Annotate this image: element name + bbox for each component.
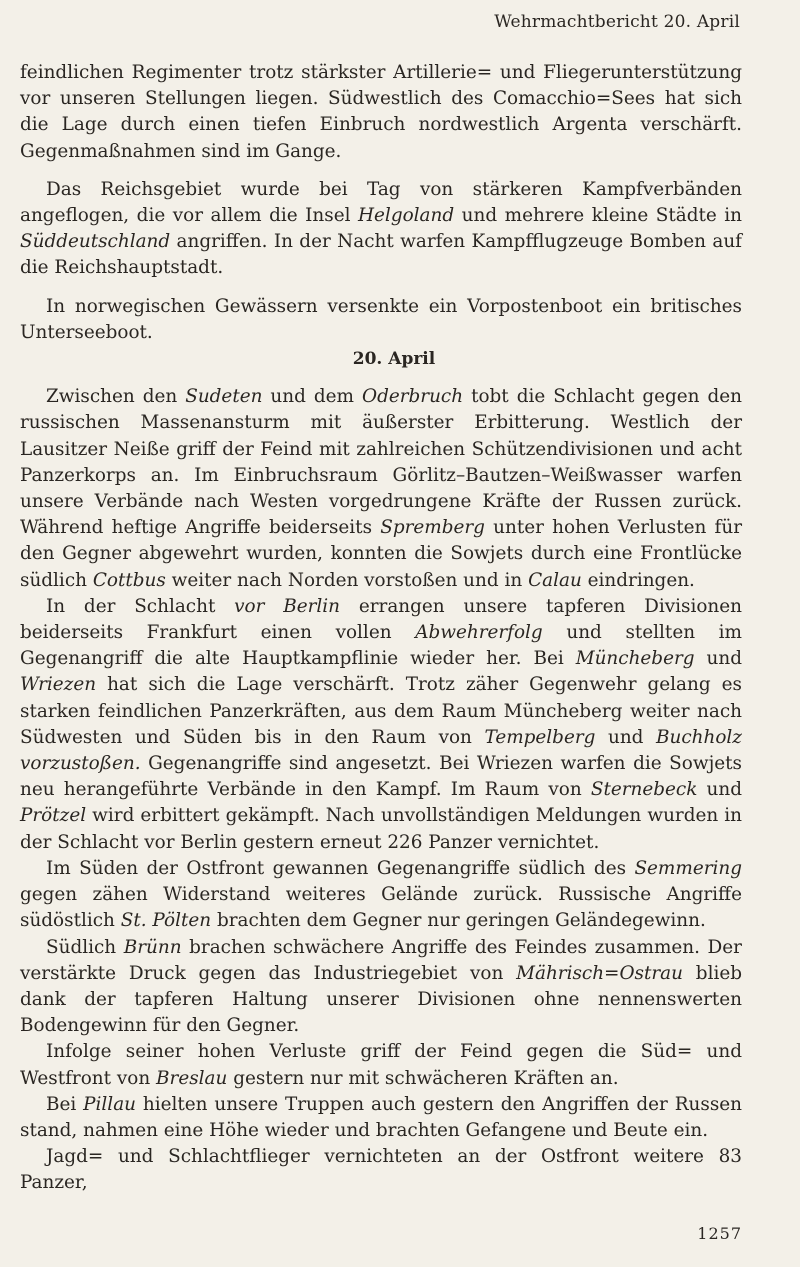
paragraph: Im Süden der Ostfront gewannen Gegenangriffe südlich des Semmering gegen zähen Widerstand weiteres Gelände zurück. Russische Angriffe südöstlich St. Pölten brachten dem Gegner nur geringen Geländegewinn.	[20, 857, 742, 932]
page-number: 1257	[697, 1224, 742, 1243]
running-header: Wehrmachtbericht 20. April	[494, 12, 740, 32]
section-heading: 20. April	[352, 349, 436, 370]
paragraph: Jagd= und Schlachtflieger vernichteten an der Ostfront weitere 83 Panzer,	[20, 1146, 742, 1194]
paragraph: Bei Pillau hielten unsere Truppen auch gestern den Angriffen der Russen stand, nahmen eine Höhe wieder und brachten Gefangene und Beute ein.	[20, 1093, 742, 1141]
paragraph: Südlich Brünn brachen schwächere Angriffe des Feindes zusammen. Der verstärkte Druck gegen das Industriegebiet von Mährisch=Ostrau blieb dank der tapferen Haltung unserer Divisionen ohne nennenswerten Bodengewinn für den Gegner.	[20, 936, 742, 1037]
paragraph: In norwegischen Gewässern versenkte ein Vorpostenboot ein britisches Unterseeboot.	[20, 295, 742, 343]
body-text	[20, 60, 742, 1197]
paragraph: In der Schlacht vor Berlin errangen unsere tapferen Divisionen beiderseits Frankfurt einen vollen Abwehrerfolg und stellten im Gegenangriff die alte Hauptkampflinie wieder her. Bei Müncheberg und Wriezen hat sich die Lage verschärft. Trotz zäher Gegenwehr gelang es starken feindlichen Panzerkräften, aus dem Raum Müncheberg weiter nach Südwesten und Süden bis in den Raum von Tempelberg und Buchholz vorzustoßen. Gegenangriffe sind angesetzt. Bei Wriezen warfen die Sowjets neu herangeführte Verbände in den Kampf. Im Raum von Sternebeck und Prötzel wird erbittert gekämpft. Nach unvollständigen Meldungen wurden in der Schlacht vor Berlin gestern erneut 226 Panzer vernichtet.	[20, 595, 742, 853]
paragraph: Das Reichsgebiet wurde bei Tag von stärkeren Kampfverbänden angeflogen, die vor allem die Insel Helgoland und mehrere kleine Städte in Süddeutschland angriffen. In der Nacht warfen Kampfflugzeuge Bomben auf die Reichshauptstadt.	[20, 178, 743, 279]
paragraph: feindlichen Regimenter trotz stärkster Artillerie= und Fliegerunterstützung vor unseren Stellungen liegen. Südwestlich des Comacchio=Sees hat sich die Lage durch einen tiefen Einbruch nordwestlich Argenta verschärft. Gegenmaßnahmen sind im Gange.	[20, 62, 742, 162]
paragraph: Infolge seiner hohen Verluste griff der Feind gegen die Süd= und Westfront von Breslau gestern nur mit schwächeren Kräften an.	[20, 1041, 742, 1089]
paragraph: Zwischen den Sudeten und dem Oderbruch tobt die Schlacht gegen den russischen Massenansturm mit äußerster Erbitterung. Westlich der Lausitzer Neiße griff der Feind mit zahlreichen Schützendivisionen und acht Panzerkorps an. Im Einbruchsraum Görlitz–Bautzen–Weißwasser warfen unsere Verbände nach Westen vorgedrungene Kräfte der Russen zurück. Während heftige Angriffe beiderseits Spremberg unter hohen Verlusten für den Gegner abgewehrt wurden, konnten die Sowjets durch eine Frontlücke südlich Cottbus weiter nach Norden vorstoßen und in Calau eindringen.	[20, 386, 743, 591]
